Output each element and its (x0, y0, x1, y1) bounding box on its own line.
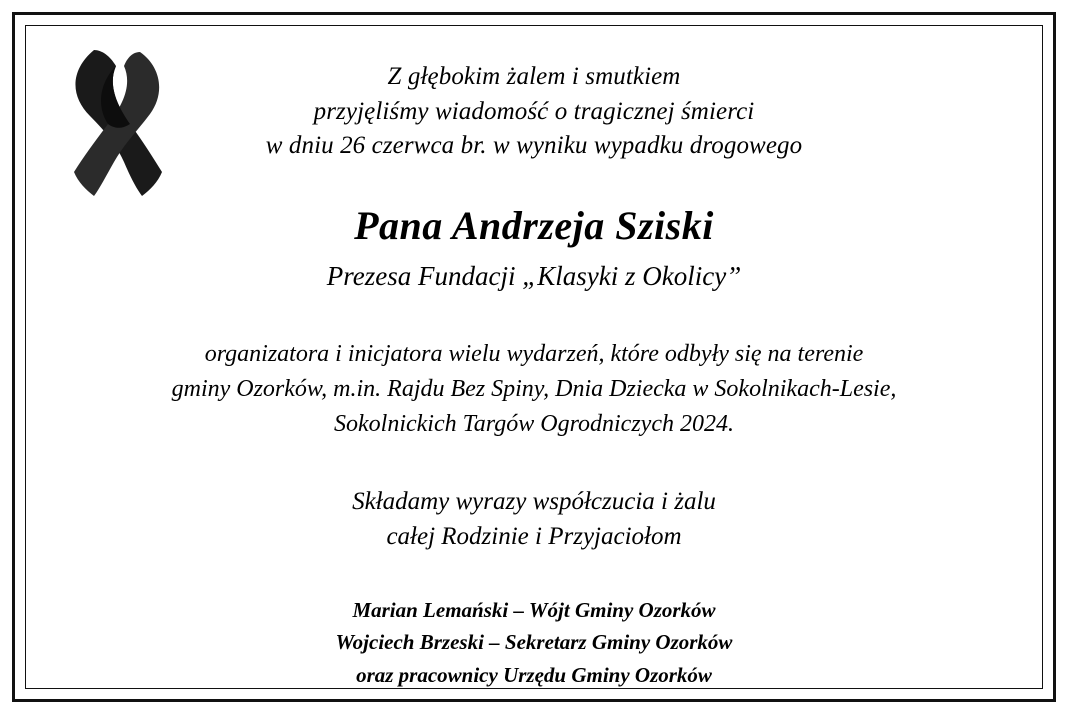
signature-line-3: oraz pracownicy Urzędu Gminy Ozorków (356, 662, 712, 687)
intro-line-1: Z głębokim żalem i smutkiem (387, 63, 681, 90)
signature-line-1: Marian Lemański – Wójt Gminy Ozorków (352, 597, 716, 622)
intro-line-3: w dniu 26 czerwca br. w wyniku wypadku drogowego (265, 132, 803, 159)
signatures-block (26, 594, 1042, 692)
description-line-3: Sokolnickich Targów Ogrodniczych 2024. (334, 410, 734, 437)
signature-line-2: Wojciech Brzeski – Sekretarz Gminy Ozorków (335, 630, 733, 655)
condolence-line-1: Składamy wyrazy współczucia i żalu (352, 487, 716, 515)
deceased-block (26, 202, 1042, 294)
inner-border (25, 25, 1043, 689)
deceased-role: Prezesa Fundacji „Klasyki z Okolicy” (326, 260, 742, 291)
notice-content (26, 60, 1042, 691)
description-line-2: gminy Ozorków, m.in. Rajdu Bez Spiny, Dnia Dziecka w Sokolnikach-Lesie, (171, 376, 897, 403)
condolence-line-2: całej Rodzinie i Przyjaciołom (386, 522, 682, 550)
deceased-name: Pana Andrzeja Sziski (354, 202, 714, 248)
condolence-block (26, 484, 1042, 554)
description-block (26, 337, 1042, 441)
intro-line-2: przyjęliśmy wiadomość o tragicznej śmierci (313, 97, 755, 125)
description-line-1: organizatora i inicjatora wielu wydarzeń, które odbyły się na terenie (204, 341, 864, 368)
intro-block (26, 60, 1042, 164)
outer-border (12, 12, 1056, 702)
